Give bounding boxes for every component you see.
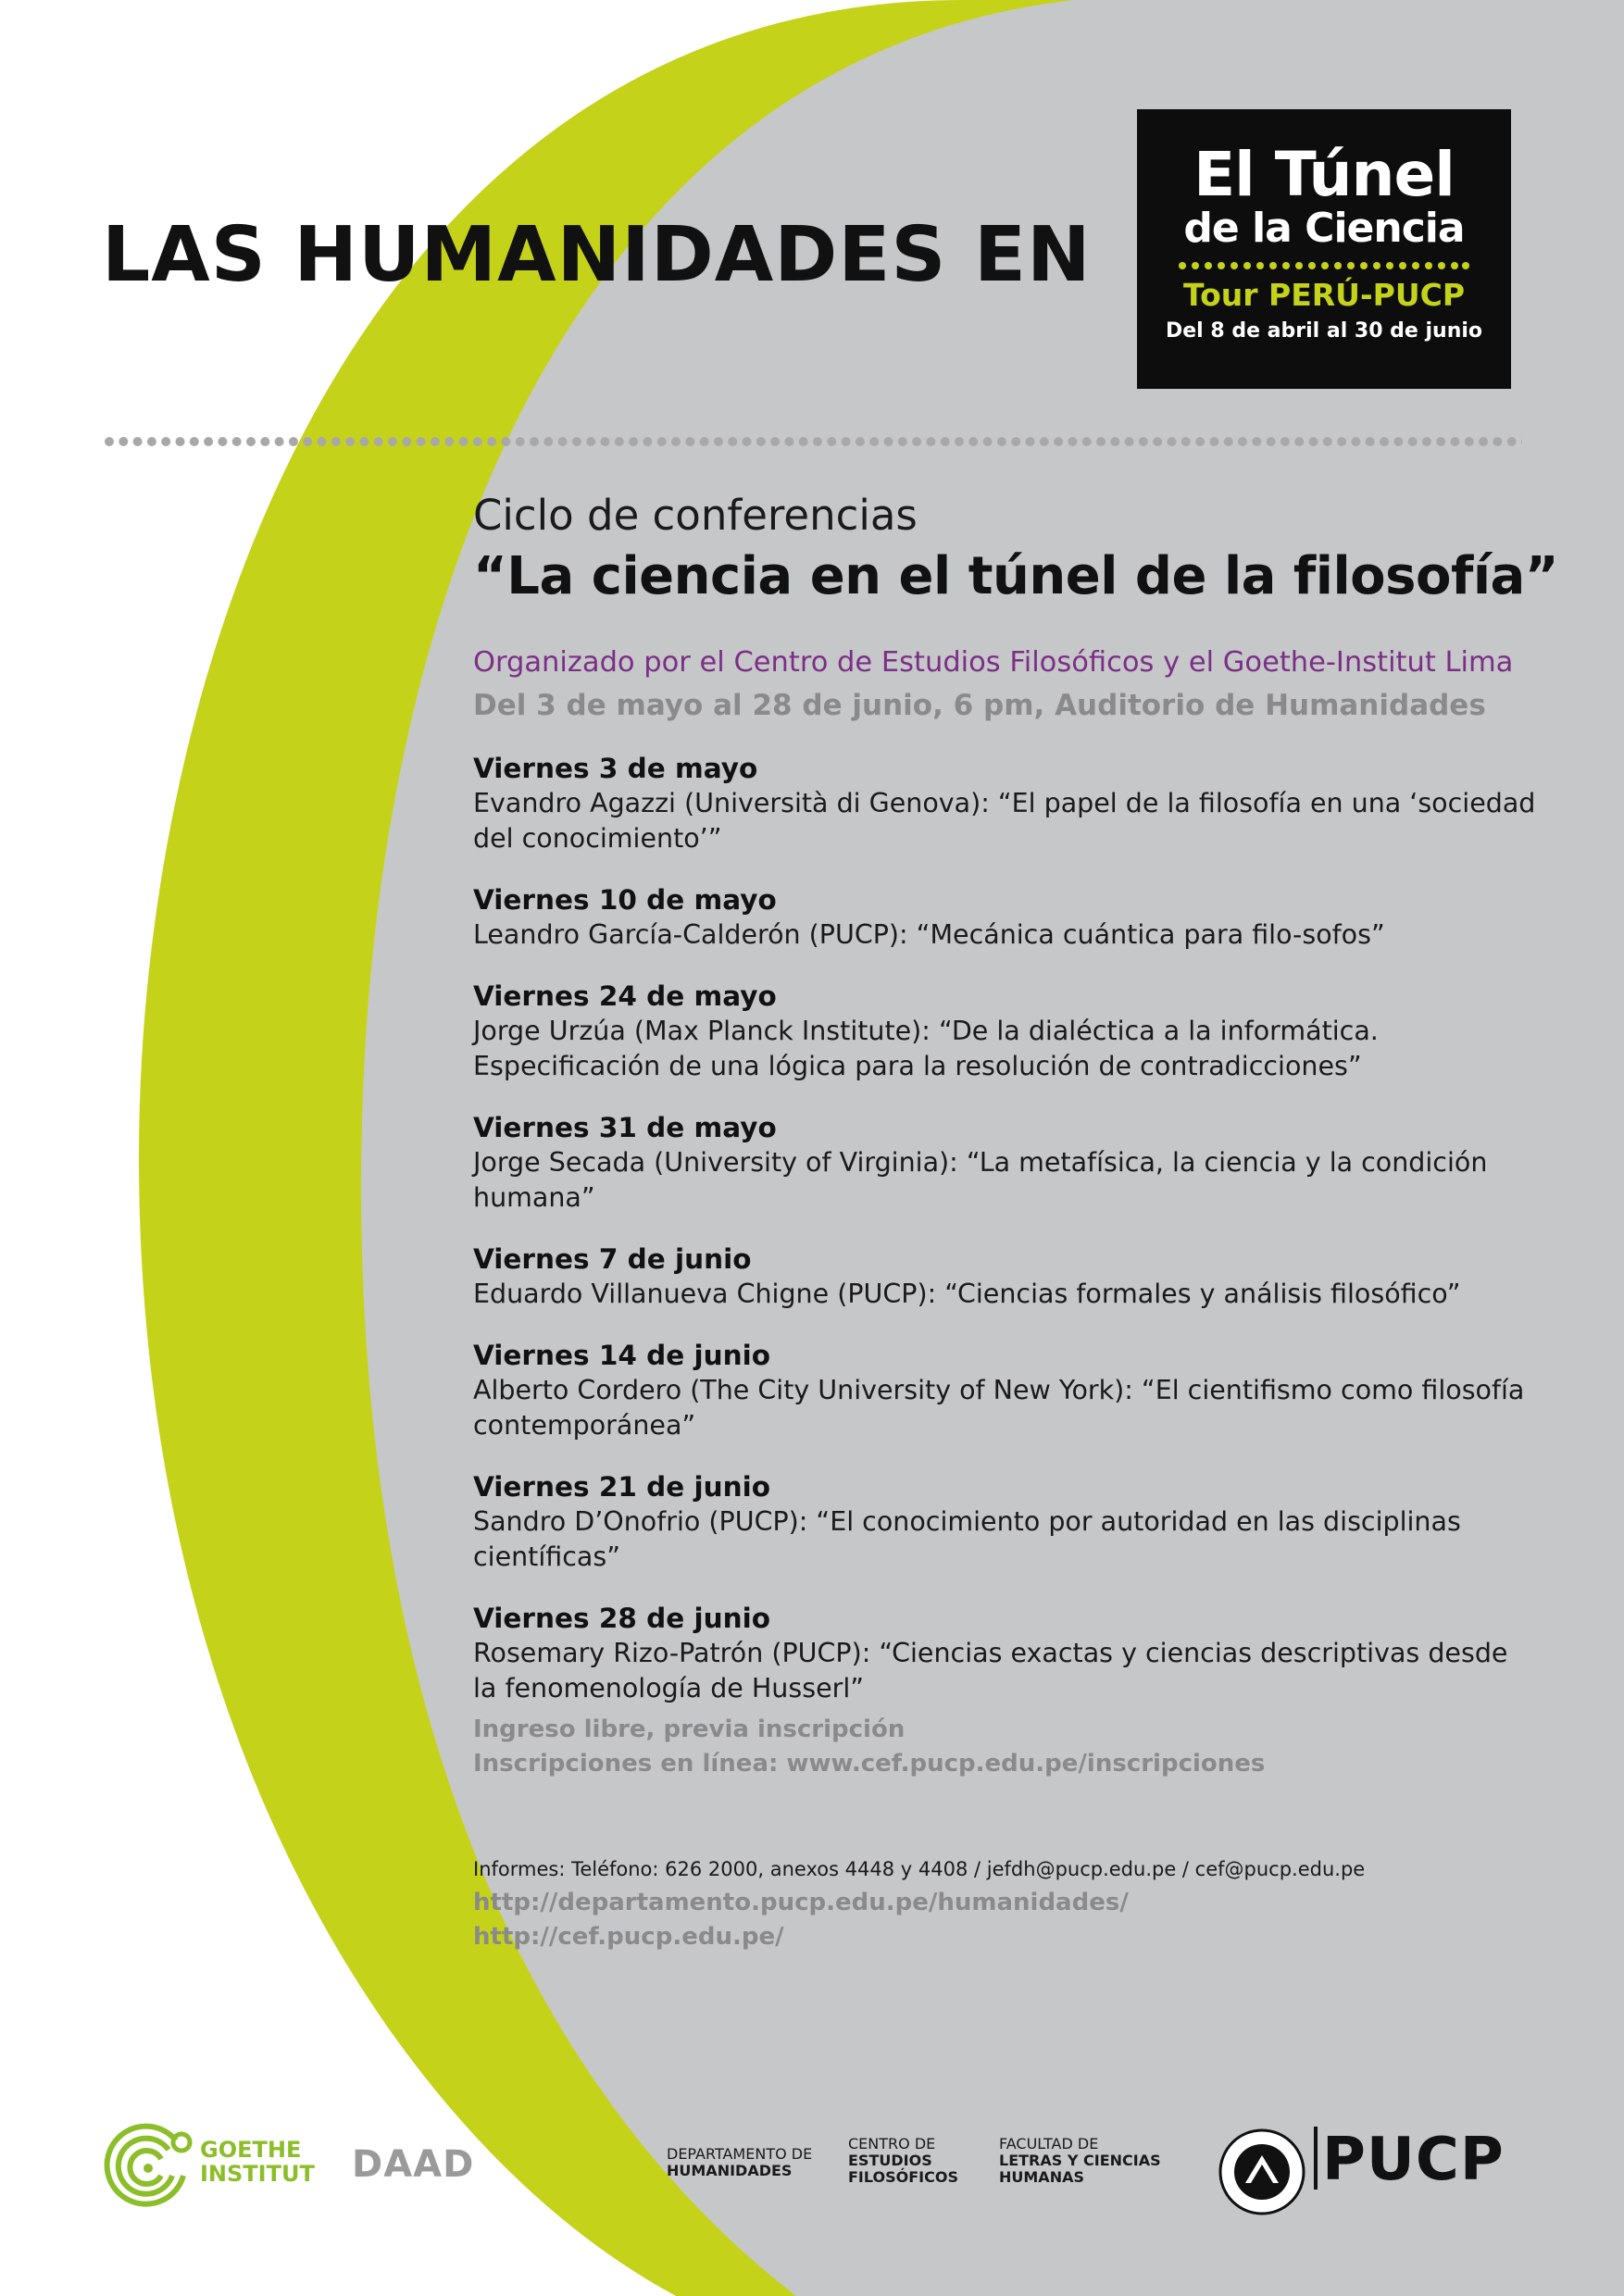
contact-info: Informes: Teléfono: 626 2000, anexos 4448 y 4408 / jefdh@pucp.edu.pe / cef@pucp.edu.pe: [473, 1858, 1366, 1880]
depto-line: DEPARTAMENTO DE: [667, 2145, 813, 2163]
tunel-tour: Tour PERÚ-PUCP: [1182, 277, 1466, 313]
tunel-subtitle: de la Ciencia: [1183, 205, 1465, 252]
depto-line: HUMANIDADES: [667, 2162, 793, 2179]
event-date: Viernes 3 de mayo: [473, 753, 758, 784]
series-title: “La ciencia en el túnel de la filosofía”: [473, 546, 1559, 606]
goethe-line: GOETHE: [200, 2137, 302, 2163]
event-date: Viernes 31 de mayo: [473, 1112, 777, 1143]
centro-estudios-logo: [848, 2136, 958, 2186]
tunel-dotted-divider: [1178, 261, 1470, 270]
facultad-line: HUMANAS: [999, 2168, 1084, 2186]
goethe-logo-icon: [102, 2120, 194, 2213]
event-description: Sandro D’Onofrio (PUCP): “El conocimiento por autoridad en las disciplinas científicas”: [473, 1506, 1461, 1572]
dotted-separator: [104, 435, 1522, 448]
free-entry-note: Ingreso libre, previa inscripción: [473, 1716, 906, 1743]
centro-line: FILOSÓFICOS: [848, 2168, 958, 2186]
pucp-logo: PUCP: [1322, 2126, 1505, 2194]
centro-line: CENTRO DE: [848, 2135, 936, 2152]
event-description: Leandro García-Calderón (PUCP): “Mecánica cuántica para filo-sofos”: [473, 919, 1385, 950]
tunel-logo-box: [1137, 109, 1511, 389]
institut-line: INSTITUT: [200, 2161, 315, 2187]
dates-venue-line: Del 3 de mayo al 28 de junio, 6 pm, Auditorio de Humanidades: [473, 689, 1486, 722]
headline: LAS HUMANIDADES EN: [102, 211, 1092, 299]
event-date: Viernes 7 de junio: [473, 1243, 752, 1275]
series-label: Ciclo de conferencias: [473, 491, 918, 540]
event-item: [473, 1110, 1538, 1216]
event-date: Viernes 21 de junio: [473, 1471, 771, 1503]
event-description: Evandro Agazzi (Università di Genova): “El papel de la filosofía en una ‘sociedad del conocimiento’”: [473, 788, 1536, 854]
event-item: [473, 1338, 1538, 1443]
event-item: [473, 882, 1538, 953]
centro-line: ESTUDIOS: [848, 2152, 932, 2169]
event-item: [473, 1242, 1538, 1312]
event-description: Rosemary Rizo-Patrón (PUCP): “Ciencias exactas y ciencias descriptivas desde la fenomenología de Husserl”: [473, 1638, 1508, 1703]
event-description: Jorge Urzúa (Max Planck Institute): “De la dialéctica a la informática. Especificación de una lógica para la resolución de contradicciones”: [473, 1016, 1379, 1081]
event-list: [473, 751, 1538, 1732]
daad-logo: DAAD: [352, 2143, 475, 2186]
event-item: [473, 979, 1538, 1084]
event-item: [473, 751, 1538, 856]
event-date: Viernes 14 de junio: [473, 1340, 771, 1371]
event-item: [473, 1469, 1538, 1575]
organizer-line: Organizado por el Centro de Estudios Filosóficos y el Goethe-Institut Lima: [473, 646, 1514, 679]
tunel-dates: Del 8 de abril al 30 de junio: [1165, 319, 1483, 343]
departamento-logo: [667, 2146, 812, 2179]
goethe-institut-logo: [200, 2138, 315, 2186]
pucp-seal-icon: [1218, 2128, 1306, 2216]
online-registration[interactable]: Inscripciones en línea: www.cef.pucp.edu.pe/inscripciones: [473, 1750, 1266, 1778]
facultad-line: FACULTAD DE: [999, 2135, 1099, 2152]
humanidades-link[interactable]: http://departamento.pucp.edu.pe/humanidades/: [473, 1889, 1129, 1916]
event-date: Viernes 24 de mayo: [473, 980, 777, 1012]
event-date: Viernes 10 de mayo: [473, 884, 777, 916]
event-item: [473, 1601, 1538, 1706]
cef-link[interactable]: http://cef.pucp.edu.pe/: [473, 1923, 784, 1951]
tunel-title: El Túnel: [1193, 139, 1455, 210]
event-date: Viernes 28 de junio: [473, 1603, 771, 1634]
facultad-line: LETRAS Y CIENCIAS: [999, 2152, 1161, 2169]
event-description: Alberto Cordero (The City University of New York): “El cientifismo como filosofía contemporánea”: [473, 1375, 1525, 1441]
event-description: Jorge Secada (University of Virginia): “La metafísica, la ciencia y la condición humana”: [473, 1147, 1488, 1213]
facultad-logo: [999, 2136, 1161, 2186]
event-description: Eduardo Villanueva Chigne (PUCP): “Ciencias formales y análisis filosófico”: [473, 1279, 1461, 1309]
pucp-divider: [1314, 2127, 1318, 2190]
